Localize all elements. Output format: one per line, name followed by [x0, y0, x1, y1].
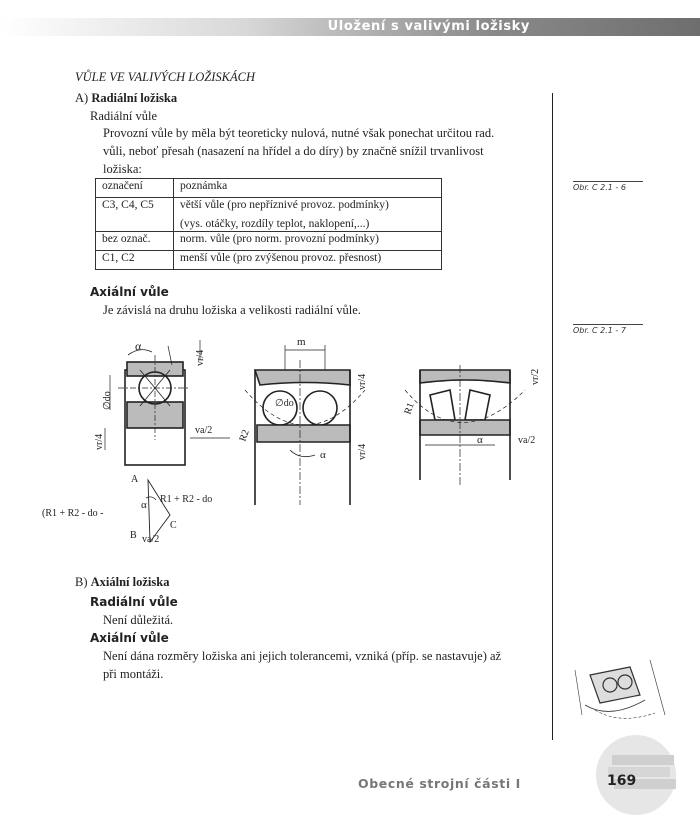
- table-cell-code: C1, C2: [96, 251, 174, 270]
- table-cell-code: C3, C4, C5: [96, 198, 174, 232]
- part-b-prefix: B): [75, 575, 88, 589]
- chapter-title: Uložení s valivými ložisky: [327, 19, 530, 34]
- part-a-heading: [75, 89, 177, 107]
- va2-label-3: va/2: [518, 435, 536, 446]
- figure-ref-1: Obr. C 2.1 - 6: [573, 181, 643, 192]
- table-row: [96, 251, 442, 270]
- equation-right: R1 + R2 - do: [160, 494, 213, 505]
- table-cell-note: [174, 198, 442, 232]
- vr4-label-lower: vr/4: [94, 433, 105, 450]
- bearing-figure-2: [225, 330, 385, 510]
- figure-ref-2: Obr. C 2.1 - 7: [573, 324, 643, 335]
- clearance-table: [95, 178, 442, 270]
- do-label-2: ∅do: [275, 398, 294, 409]
- paragraph-line-1: Provozní vůle by měla být teoreticky nulová, nutné však ponechat určitou rad.: [103, 126, 495, 140]
- do-label: ∅do: [102, 391, 113, 410]
- part-b-heading: [75, 573, 169, 591]
- va2-triangle-label: va/2: [142, 534, 160, 545]
- table-cell-note: norm. vůle (pro norm. provozní podmínky): [174, 232, 442, 251]
- footer-title: Obecné strojní části I: [358, 776, 521, 791]
- axial-clearance-title: Axiální vůle: [90, 285, 169, 299]
- bearing-sketch-illustration: [570, 655, 675, 730]
- part-b-axial-line-1: Není dána rozměry ložiska ani jejich tolerancemi, vzniká (příp. se nastavuje) až: [103, 649, 502, 663]
- point-c-label: C: [170, 520, 177, 531]
- alpha-triangle-label: α: [141, 499, 147, 511]
- book-icon: [588, 727, 688, 817]
- table-cell-note-line: větší vůle (pro nepříznivé provoz. podmínky): [180, 199, 389, 211]
- part-b-title: Axiální ložiska: [90, 575, 170, 589]
- table-header-note: poznámka: [174, 179, 442, 198]
- part-b-radial-title: Radiální vůle: [90, 595, 178, 609]
- table-header-code: označení: [96, 179, 174, 198]
- vr2-label: vr/2: [530, 368, 541, 385]
- paragraph-line-2: vůli, neboť přesah (nasazení na hřídel a do díry) by značně snížil trvanlivost: [103, 144, 484, 158]
- r1-label: R1: [402, 401, 417, 417]
- radial-clearance-subtitle: Radiální vůle: [90, 109, 157, 123]
- va2-label: va/2: [195, 425, 213, 436]
- table-row: [96, 198, 442, 232]
- point-b-label: B: [130, 530, 137, 541]
- bearing-figure-1: [40, 330, 240, 550]
- point-a-label: A: [131, 474, 139, 485]
- part-b-axial-title: Axiální vůle: [90, 631, 169, 645]
- table-cell-note: menší vůle (pro zvýšenou provoz. přesnost): [174, 251, 442, 270]
- vr4-label-3: vr/4: [357, 443, 368, 460]
- paragraph-line-3: ložiska:: [103, 162, 142, 176]
- alpha-label: α: [135, 339, 142, 353]
- alpha-label-2: α: [320, 449, 326, 461]
- section-title: VŮLE VE VALIVÝCH LOŽISKÁCH: [75, 70, 255, 84]
- part-a-prefix: A): [75, 91, 89, 105]
- vr4-label: vr/4: [195, 349, 206, 366]
- equation-left: (R1 + R2 - do -: [42, 508, 104, 519]
- table-cell-note-line: (vys. otáčky, rozdíly teplot, naklopení,...): [180, 218, 370, 230]
- table-row: [96, 232, 442, 251]
- part-a-title: Radiální ložiska: [91, 91, 178, 105]
- table-header-row: [96, 179, 442, 198]
- page-number: 169: [607, 773, 637, 789]
- table-cell-code: bez označ.: [96, 232, 174, 251]
- r2-label: R2: [237, 428, 252, 444]
- part-b-radial-text: Není důležitá.: [103, 613, 174, 627]
- part-b-axial-line-2: při montáži.: [103, 667, 164, 681]
- m-label: m: [297, 336, 306, 348]
- alpha-label-3: α: [477, 434, 483, 446]
- axial-clearance-text: Je závislá na druhu ložiska a velikosti radiální vůle.: [103, 303, 361, 317]
- bearing-figure-3: [395, 335, 555, 495]
- vr4-label-2: vr/4: [357, 373, 368, 390]
